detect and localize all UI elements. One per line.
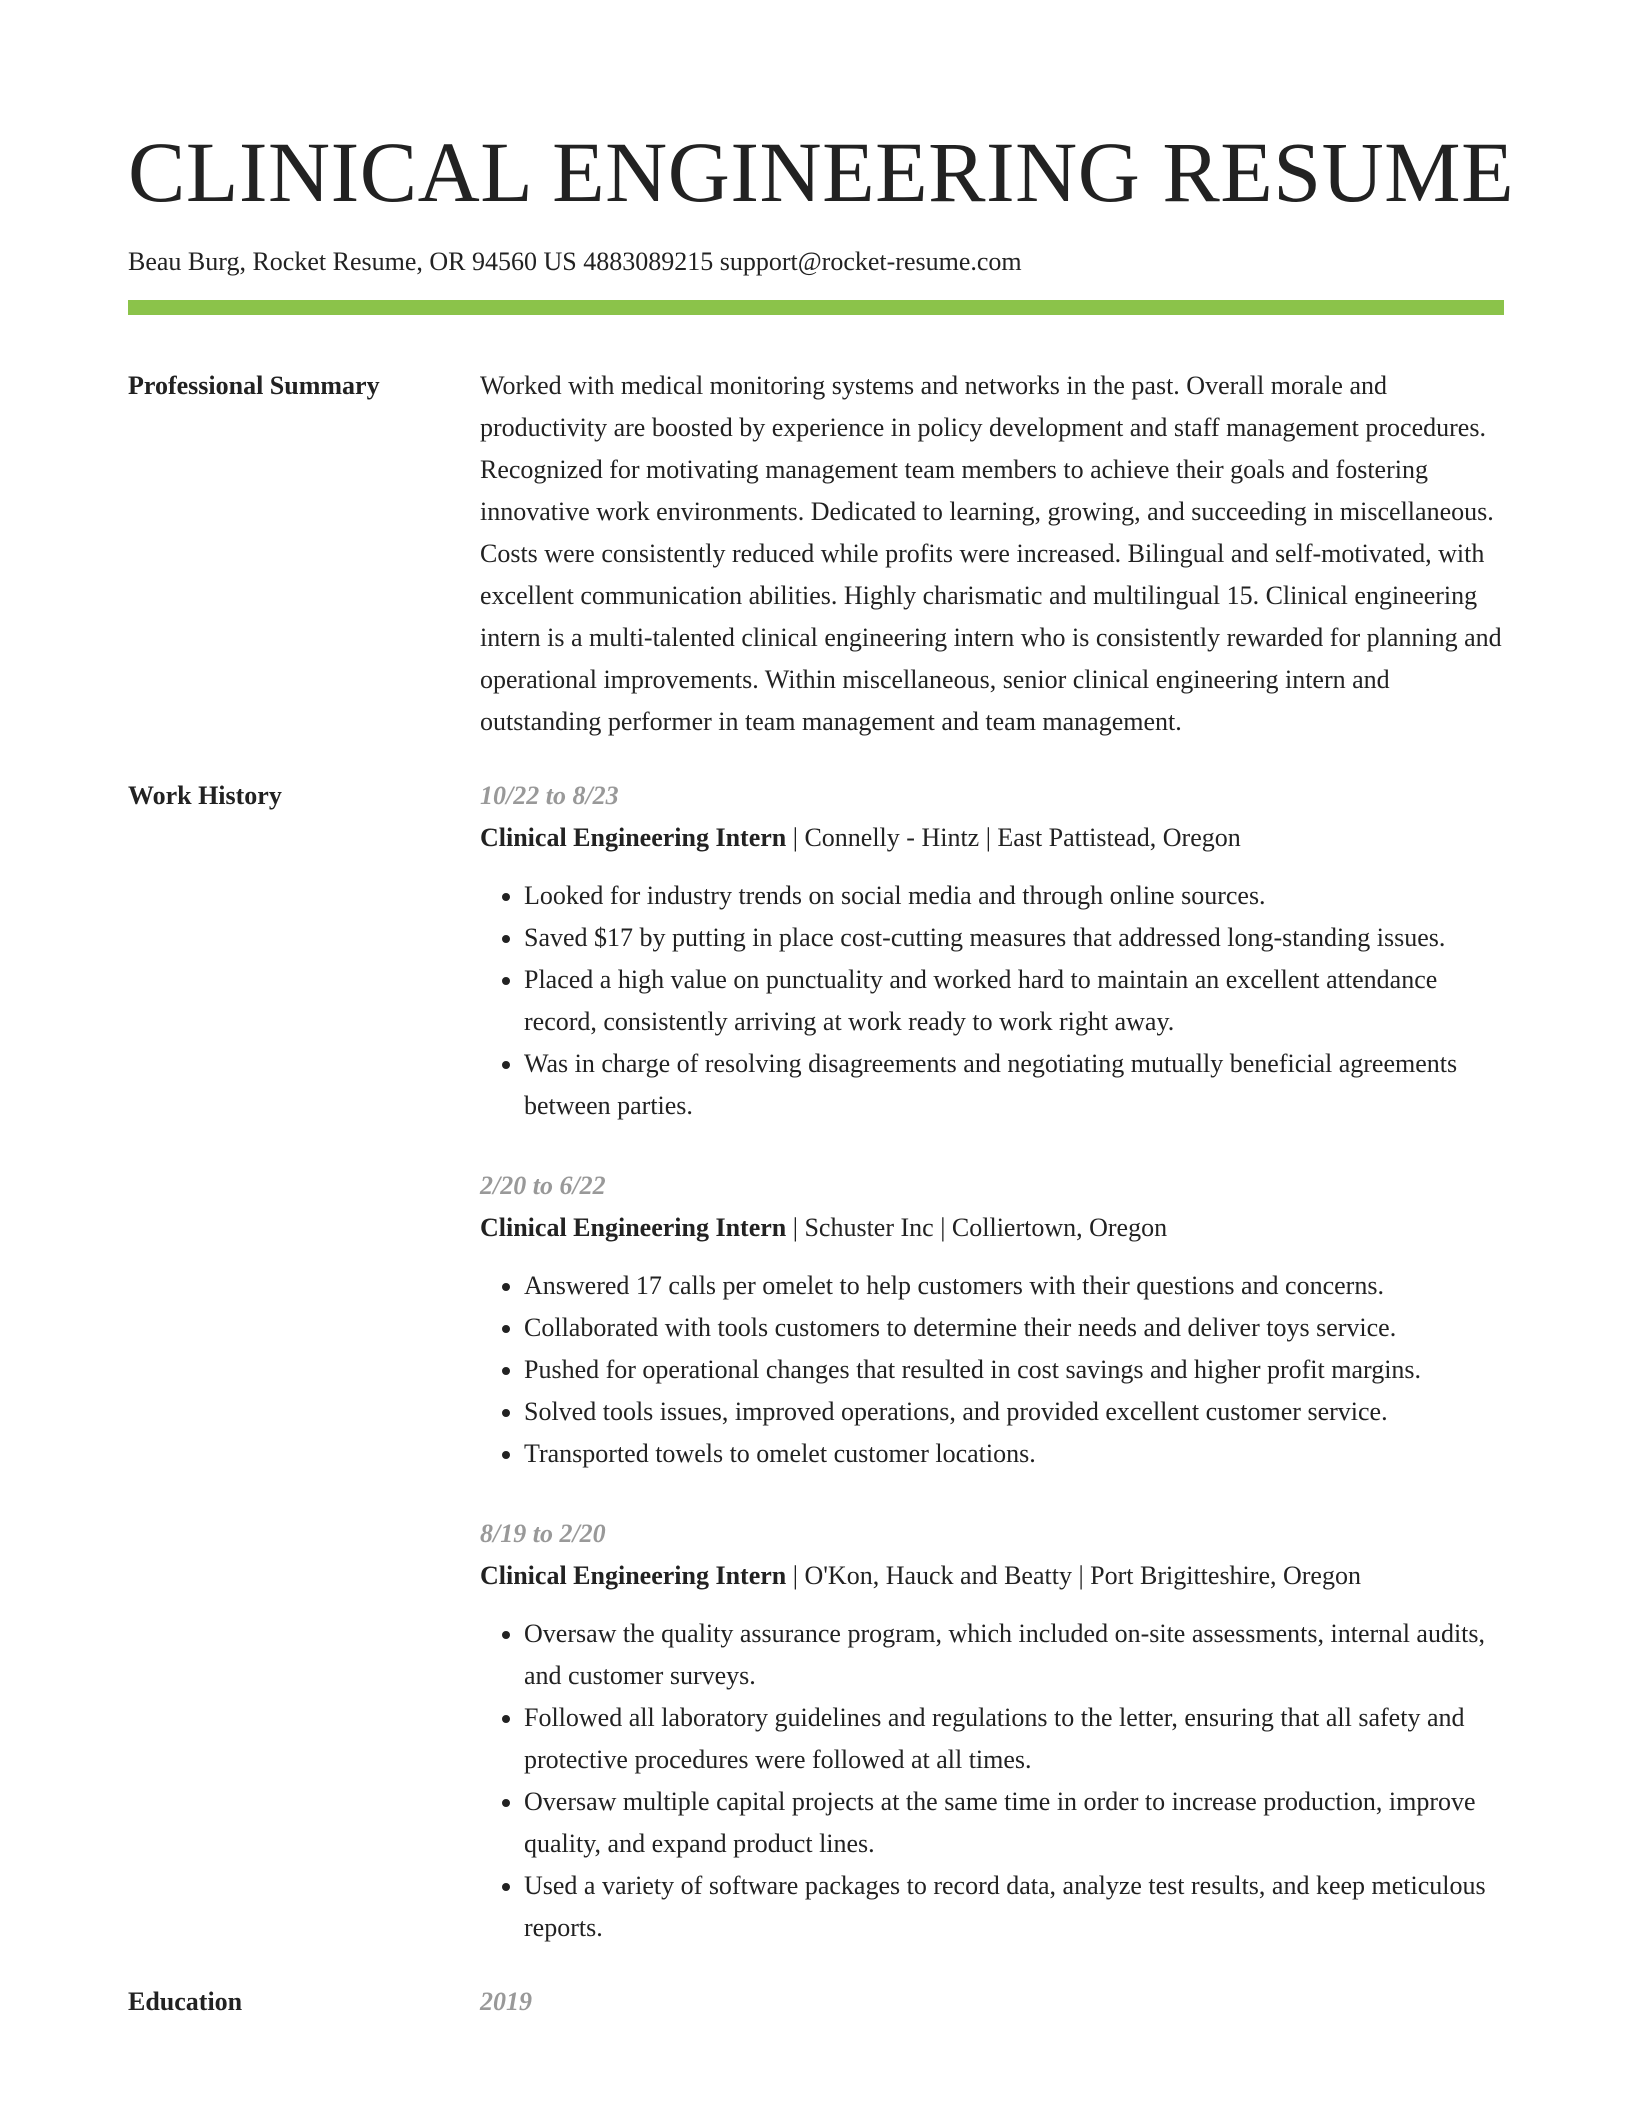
job-entry [480, 775, 1504, 1127]
job-bullet: • Saved $17 by putting in place cost-cutting measures that addressed long-standing issues. [524, 917, 1504, 959]
job-dates: 10/22 to 8/23 [480, 781, 619, 810]
job-bullet: • Pushed for operational changes that resulted in cost savings and higher profit margins. [524, 1349, 1504, 1391]
professional-summary-section [128, 365, 1504, 743]
section-label-education: Education [128, 1987, 243, 2016]
job-bullet: • Oversaw the quality assurance program, which included on-site assessments, internal audits, and customer surveys. [524, 1613, 1504, 1697]
education-body [480, 1981, 1504, 2023]
job-bullet: • Solved tools issues, improved operations, and provided excellent customer service. [524, 1391, 1504, 1433]
job-details: | O'Kon, Hauck and Beatty | Port Brigitteshire, Oregon [786, 1561, 1361, 1590]
job-bullet-list [480, 875, 1504, 1127]
work-history-section [128, 775, 1504, 1949]
job-bullet: • Looked for industry trends on social media and through online sources. [524, 875, 1504, 917]
resume-page [128, 0, 1515, 2023]
work-history-body [480, 775, 1504, 1949]
job-bullet: • Answered 17 calls per omelet to help customers with their questions and concerns. [524, 1265, 1504, 1307]
job-bullet: • Oversaw multiple capital projects at the same time in order to increase production, improve quality, and expand product lines. [524, 1781, 1504, 1865]
job-dates: 8/19 to 2/20 [480, 1519, 606, 1548]
professional-summary-body [480, 365, 1504, 743]
education-year: 2019 [480, 1987, 532, 2016]
job-details: | Connelly - Hintz | East Pattistead, Oregon [786, 823, 1241, 852]
job-title: Clinical Engineering Intern [480, 823, 787, 852]
job-bullet: • Was in charge of resolving disagreements and negotiating mutually beneficial agreements between parties. [524, 1043, 1504, 1127]
resume-title: CLINICAL ENGINEERING RESUME [128, 124, 1515, 220]
job-bullet: • Transported towels to omelet customer locations. [524, 1433, 1504, 1475]
professional-summary-text: Worked with medical monitoring systems and networks in the past. Overall morale and productivity are boosted by experience in policy development and staff management procedures. Recognized for motivating management team members to achieve their goals and fostering innovative work environments. Dedicated to learning, growing, and succeeding in miscellaneous. Costs were consistently reduced while profits were increased. Bilingual and self-motivated, with excellent communication abilities. Highly charismatic and multilingual 15. Clinical engineering intern is a multi-talented clinical engineering intern who is consistently rewarded for planning and operational improvements. Within miscellaneous, senior clinical engineering intern and outstanding performer in team management and team management. [480, 371, 1502, 736]
section-label-work-history: Work History [128, 781, 282, 810]
job-dates: 2/20 to 6/22 [480, 1171, 606, 1200]
job-bullet-list [480, 1265, 1504, 1475]
job-bullet: • Used a variety of software packages to record data, analyze test results, and keep meticulous reports. [524, 1865, 1504, 1949]
education-section [128, 1981, 1504, 2023]
job-heading [480, 1207, 1504, 1249]
job-heading [480, 1555, 1504, 1597]
job-heading [480, 817, 1504, 859]
job-bullet-list [480, 1613, 1504, 1949]
job-title: Clinical Engineering Intern [480, 1213, 787, 1242]
job-bullet: • Followed all laboratory guidelines and regulations to the letter, ensuring that all safety and protective procedures were followed at all times. [524, 1697, 1504, 1781]
job-entry [480, 1513, 1504, 1949]
section-label-professional-summary: Professional Summary [128, 371, 380, 400]
contact-line: Beau Burg, Rocket Resume, OR 94560 US 4883089215 support@rocket-resume.com [128, 247, 1022, 276]
job-title: Clinical Engineering Intern [480, 1561, 787, 1590]
job-details: | Schuster Inc | Colliertown, Oregon [786, 1213, 1168, 1242]
job-bullet: • Collaborated with tools customers to determine their needs and deliver toys service. [524, 1307, 1504, 1349]
job-entry [480, 1165, 1504, 1475]
accent-divider [128, 300, 1504, 315]
job-bullet: • Placed a high value on punctuality and worked hard to maintain an excellent attendance record, consistently arriving at work ready to work right away. [524, 959, 1504, 1043]
